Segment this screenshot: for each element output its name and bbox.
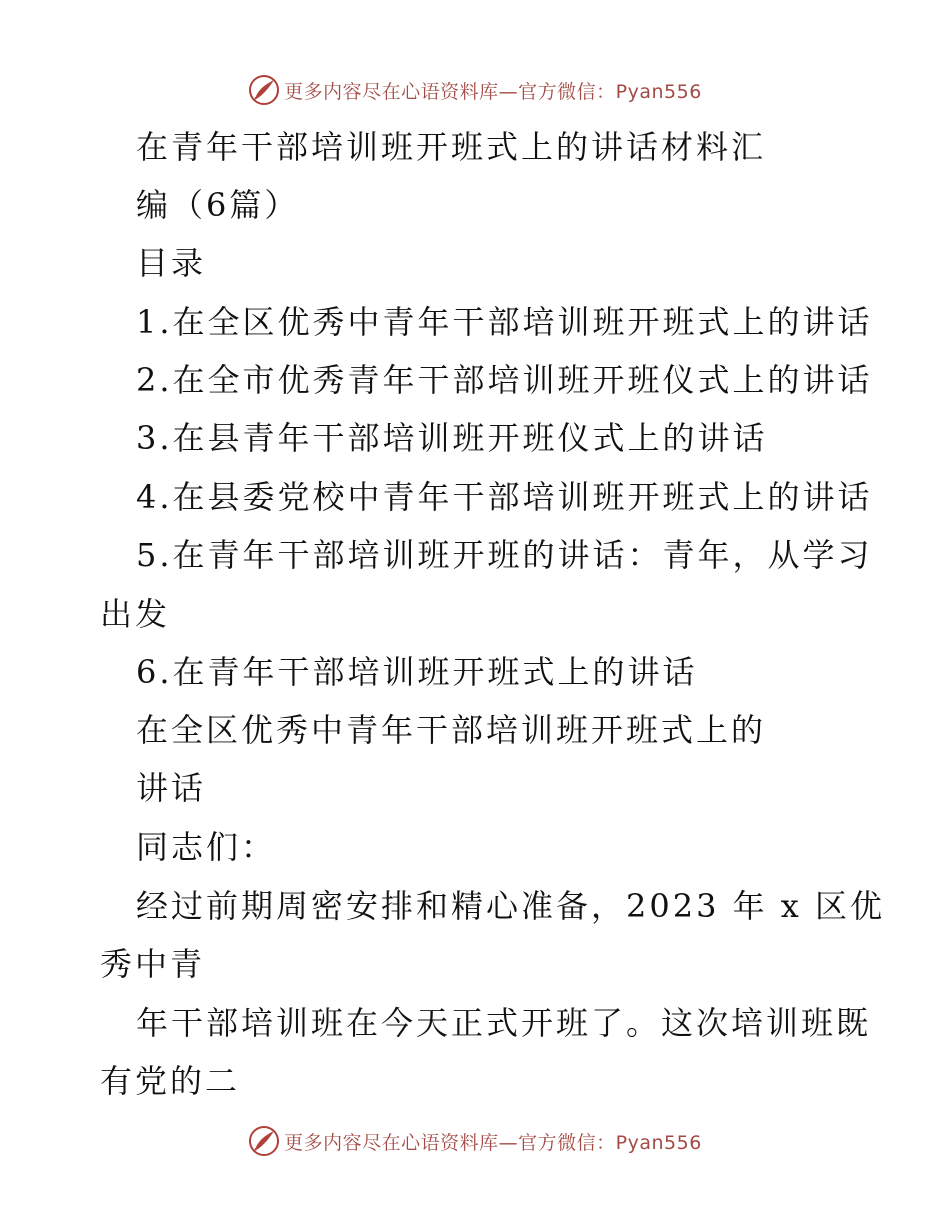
doc-title-line-2: 编（6篇）	[136, 186, 300, 224]
footer-banner-text: 更多内容尽在心语资料库—官方微信：Pyan556	[284, 1131, 702, 1154]
body-line: 有党的二	[100, 1062, 241, 1100]
quill-logo-icon	[248, 74, 280, 106]
toc-item: 2.在全市优秀青年干部培训班开班仪式上的讲话	[136, 361, 873, 399]
toc-item-continuation: 出发	[100, 595, 171, 633]
toc-item: 1.在全区优秀中青年干部培训班开班式上的讲话	[136, 303, 873, 341]
body-line: 秀中青	[100, 945, 206, 983]
body-line: 经过前期周密安排和精心准备，2023 年 x 区优	[136, 887, 886, 925]
header-banner	[0, 70, 950, 110]
toc-item: 3.在县青年干部培训班开班仪式上的讲话	[136, 419, 768, 457]
speech-title-line-2: 讲话	[136, 769, 207, 807]
quill-logo-icon	[248, 1125, 280, 1157]
salutation: 同志们：	[136, 828, 277, 866]
speech-title-line-1: 在全区优秀中青年干部培训班开班式上的	[136, 711, 767, 749]
body-line: 年干部培训班在今天正式开班了。这次培训班既	[136, 1004, 872, 1042]
toc-item: 5.在青年干部培训班开班的讲话：青年，从学习	[136, 536, 873, 574]
toc-item: 6.在青年干部培训班开班式上的讲话	[136, 653, 698, 691]
doc-title-line-1: 在青年干部培训班开班式上的讲话材料汇	[136, 128, 767, 166]
toc-heading: 目录	[136, 244, 207, 282]
header-banner-text: 更多内容尽在心语资料库—官方微信：Pyan556	[284, 80, 702, 103]
toc-item: 4.在县委党校中青年干部培训班开班式上的讲话	[136, 478, 873, 516]
footer-banner	[0, 1121, 950, 1161]
